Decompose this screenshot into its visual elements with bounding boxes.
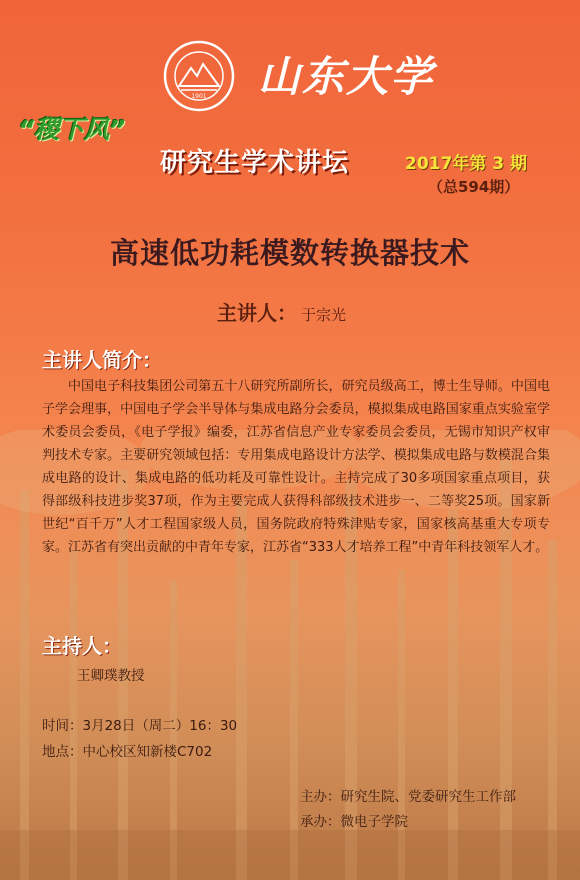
bio-heading: 主讲人简介： — [42, 348, 162, 372]
university-seal-logo — [163, 40, 235, 112]
undertaking-organization: 承办：微电子学院 — [300, 814, 408, 830]
forum-name: 研究生学术讲坛 — [160, 148, 350, 178]
host-name: 王卿璞教授 — [77, 668, 145, 684]
event-place: 地点：中心校区知新楼C702 — [42, 744, 213, 760]
speaker-line — [217, 297, 346, 326]
total-issue-number: （总594期） — [428, 178, 520, 196]
host-heading: 主持人： — [42, 634, 122, 658]
speaker-name: 于宗光 — [301, 306, 347, 324]
university-name: 山东大学 — [258, 52, 435, 101]
series-name: “稷下风” — [18, 115, 126, 144]
speaker-label: 主讲人： — [217, 301, 297, 325]
svg-text:1901: 1901 — [191, 93, 207, 100]
bio-text: 中国电子科技集团公司第五十八研究所副所长，研究员级高工，博士生导师。中国电子学会理事，中国电子学会半导体与集成电路分会委员，模拟集成电路国家重点实验室学术委员会委员，《电子学报》编委，江苏省信息产业专家委员会委员，无锡市知识产权审判技术专家。主要研究领域包括：专用集成电路设计方法学、模拟集成电路与数模混合集成电路的设计、集成电路的低功耗及可靠性设计。主持完成了30多项国家重点项目，获得部级科技进步奖37项，作为主要完成人获得科部级技术进步一、二等奖25项。国家新世纪“百千万”人才工程国家级人员，国务院政府特殊津贴专家，国家核高基重大专项专家。江苏省有突出贡献的中青年专家，江苏省“333人才培养工程”中青年科技领军人才。 — [42, 379, 550, 555]
issue-number: 2017年第 3 期 — [405, 154, 527, 174]
event-time: 时间：3月28日（周二）16：30 — [42, 718, 238, 734]
host-organization: 主办：研究生院、党委研究生工作部 — [300, 789, 516, 805]
talk-title: 高速低功耗模数转换器技术 — [109, 236, 470, 270]
